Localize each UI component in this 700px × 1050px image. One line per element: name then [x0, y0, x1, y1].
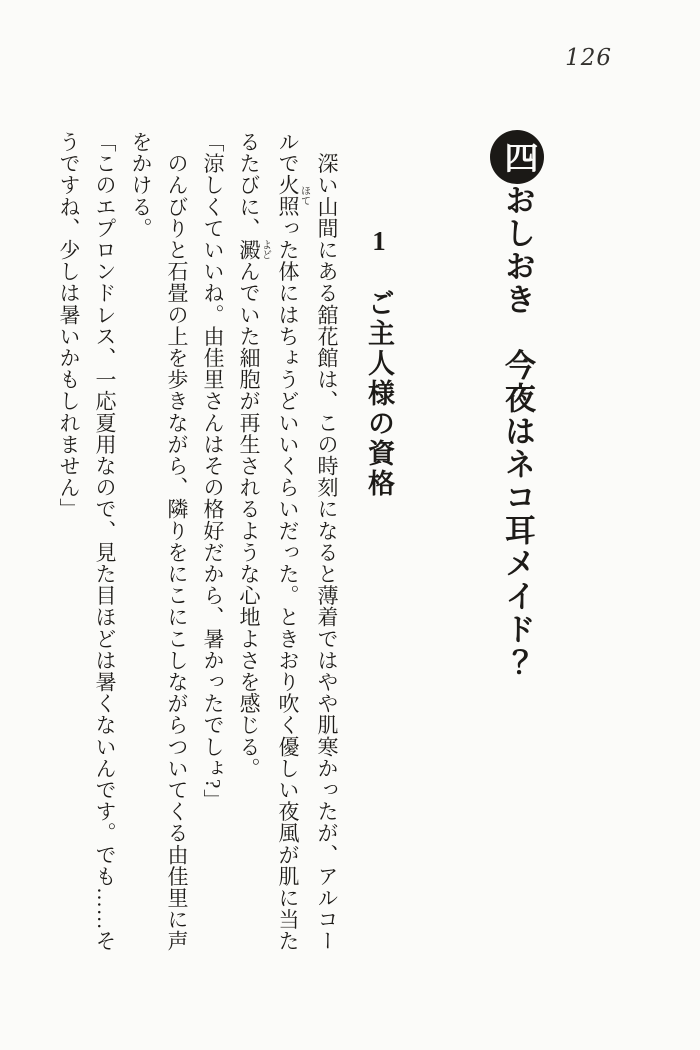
body-line-2: ルで火照ほてった体にはちょうどいいくらいだった。ときおり吹く優しい夜風が肌に当た — [276, 131, 310, 952]
body-line-1: 深い山間にある舘花館は、この時刻になると薄着ではやや肌寒かったが、アルコー — [315, 131, 339, 952]
body-line-3: るたびに、澱よどんでいた細胞が再生されるような心地よさを感じる。 — [237, 131, 271, 780]
body-line-4: 「涼しくていいね。由佳里さんはその格好だから、暑かったでしょ?」 — [201, 131, 225, 811]
furigana: よど — [259, 239, 271, 261]
body-line-7: 「このエプロンドレス、一応夏用なので、見た目ほどは暑くないんです。でも……そ — [93, 131, 117, 952]
furigana: ほて — [298, 174, 310, 218]
body-line-8: うですね、少しは暑いかもしれません」 — [57, 131, 81, 520]
section-heading: 1 ご主人様の資格 — [364, 226, 394, 499]
ruby-base: 澱よど — [237, 239, 271, 261]
body-line-5: のんびりと石畳の上を歩きながら、隣りをにこにこしながらついてくる由佳里に声 — [165, 131, 189, 952]
body-line-6: をかける。 — [129, 131, 153, 239]
ruby-base: 火照ほて — [276, 174, 310, 218]
chapter-title: おしおき 今夜はネコ耳メイド？ — [500, 184, 535, 679]
chapter-header — [464, 130, 544, 1030]
chapter-number-badge: 四 — [490, 130, 544, 184]
page-number: 126 — [565, 45, 612, 71]
body-text — [51, 131, 345, 963]
